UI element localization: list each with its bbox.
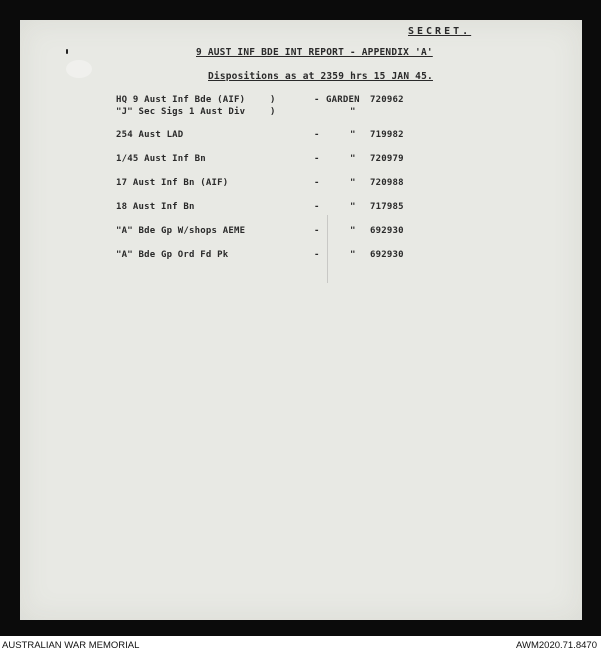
unit-name: 18 Aust Inf Bn	[116, 202, 195, 212]
map-reference: 720962	[370, 95, 404, 105]
paper-stain	[66, 60, 92, 78]
map-reference: 717985	[370, 202, 404, 212]
disposition-row	[20, 95, 582, 119]
document-page	[20, 20, 582, 620]
map-reference: 719982	[370, 130, 404, 140]
separator-dash: -	[314, 95, 320, 105]
archive-footer	[0, 640, 601, 653]
disposition-row	[20, 178, 582, 202]
ink-mark	[66, 49, 68, 54]
unit-name: "A" Bde Gp W/shops AEME	[116, 226, 246, 236]
separator-dash: -	[314, 178, 320, 188]
map-reference: 720979	[370, 154, 404, 164]
disposition-row	[20, 250, 582, 274]
unit-name: 1/45 Aust Inf Bn	[116, 154, 206, 164]
ditto-mark: "	[350, 226, 356, 236]
map-reference: 720988	[370, 178, 404, 188]
separator-dash: -	[314, 226, 320, 236]
ditto-mark: "	[350, 178, 356, 188]
separator-dash: -	[314, 130, 320, 140]
brace: )	[270, 107, 276, 117]
separator-dash: -	[314, 154, 320, 164]
report-subtitle: Dispositions as at 2359 hrs 15 JAN 45.	[208, 71, 433, 82]
brace: )	[270, 95, 276, 105]
map-reference: 692930	[370, 250, 404, 260]
ditto-mark: "	[350, 154, 356, 164]
disposition-row	[20, 154, 582, 178]
disposition-row	[20, 226, 582, 250]
unit-name-line2: "J" Sec Sigs 1 Aust Div	[116, 107, 246, 117]
separator-dash: -	[314, 202, 320, 212]
unit-name: 17 Aust Inf Bn (AIF)	[116, 178, 229, 188]
disposition-row	[20, 130, 582, 154]
archive-reference: AWM2020.71.8470	[516, 640, 597, 651]
ditto-mark: "	[350, 250, 356, 260]
ditto-mark: "	[350, 107, 356, 117]
ditto-mark: "	[350, 130, 356, 140]
archive-name: AUSTRALIAN WAR MEMORIAL	[2, 640, 140, 651]
disposition-row	[20, 202, 582, 226]
ditto-mark: "	[350, 202, 356, 212]
report-title: 9 AUST INF BDE INT REPORT - APPENDIX 'A'	[196, 47, 433, 58]
classification-marking: SECRET.	[408, 26, 472, 37]
unit-name: HQ 9 Aust Inf Bde (AIF)	[116, 95, 246, 105]
map-reference: 692930	[370, 226, 404, 236]
separator-dash: -	[314, 250, 320, 260]
place-name: GARDEN	[326, 95, 360, 105]
unit-name: "A" Bde Gp Ord Fd Pk	[116, 250, 229, 260]
unit-name: 254 Aust LAD	[116, 130, 184, 140]
